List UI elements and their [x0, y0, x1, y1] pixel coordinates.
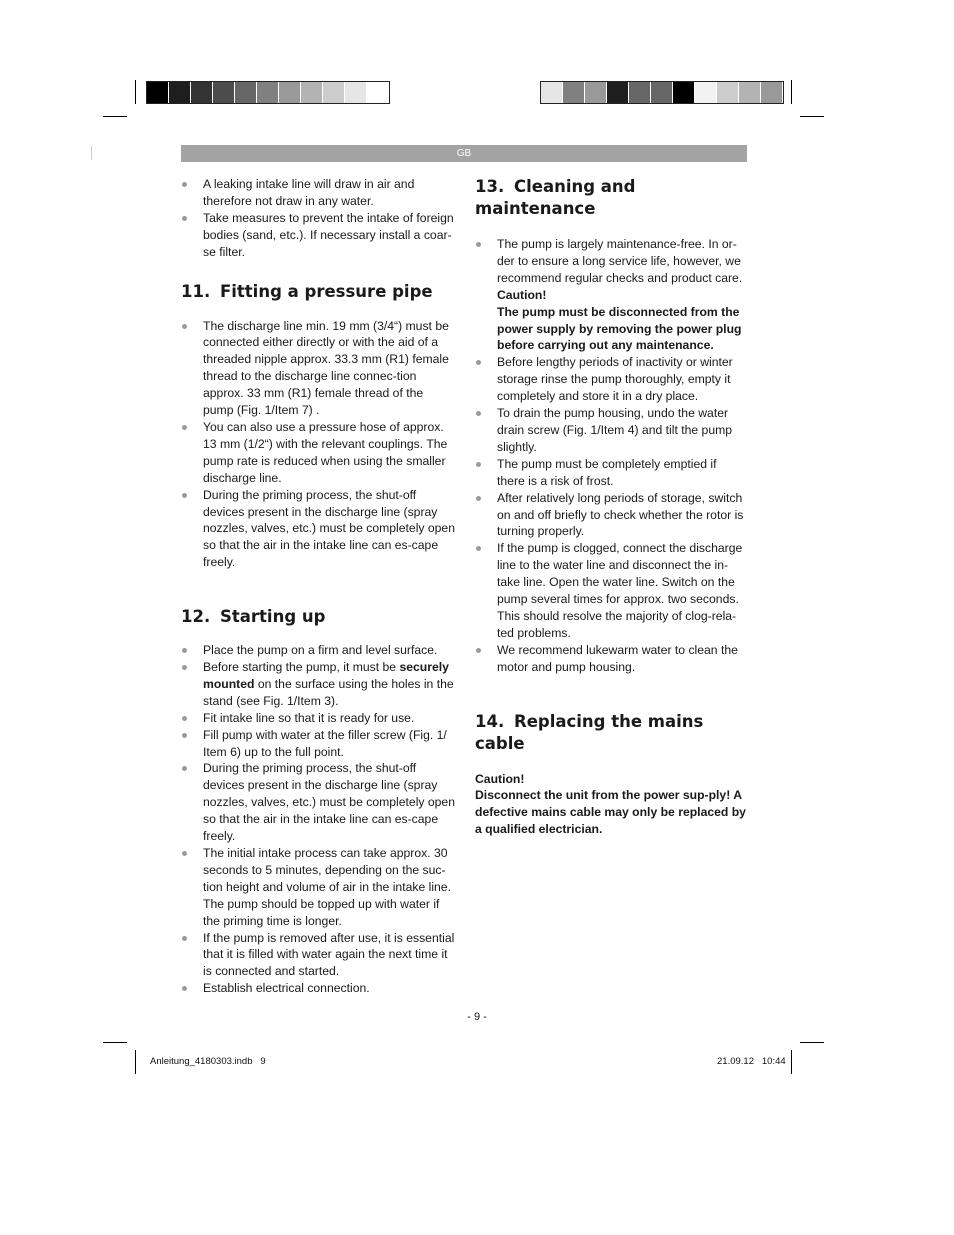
left-column	[181, 176, 456, 997]
list-item: To drain the pump housing, undo the water drain screw (Fig. 1/Item 4) and tilt the pump slightly.	[475, 405, 747, 456]
list-item: During the priming process, the shut-off devices present in the discharge line (spray nozzles, valves, etc.) must be completely open so that the air in the intake line can es-cape freely.	[181, 487, 456, 572]
section-heading-13	[475, 176, 747, 220]
page-number: - 9 -	[467, 1011, 487, 1023]
crop-mark	[103, 116, 127, 117]
color-swatch	[235, 82, 257, 103]
color-swatch	[367, 82, 389, 103]
section-title: Starting up	[219, 607, 326, 627]
color-swatch	[563, 82, 585, 103]
color-swatch	[739, 82, 761, 103]
list-item: Before lengthy periods of inactivity or winter storage rinse the pump thoroughly, empty it completely and store it in a dry place.	[475, 354, 747, 405]
crop-mark	[91, 146, 92, 160]
color-swatch	[191, 82, 213, 103]
list-item: You can also use a pressure hose of approx. 13 mm (1/2“) with the relevant couplings. The pump rate is reduced when using the smaller discharge line.	[181, 419, 456, 487]
list-item: The discharge line min. 19 mm (3/4“) must be connected either directly or with the aid of a threaded nipple approx. 33.3 mm (R1) female thread to the discharge line connec-tion approx. 33 mm (R1) female thread of the pump (Fig. 1/Item 7) .	[181, 318, 456, 419]
crop-mark	[135, 80, 136, 104]
list-item: A leaking intake line will draw in air and therefore not draw in any water.	[181, 176, 456, 210]
section-heading-12	[181, 606, 456, 628]
section-13-bullet-list	[475, 236, 747, 676]
list-item: Fit intake line so that it is ready for use.	[181, 710, 456, 727]
text: Before starting the pump, it must be	[203, 660, 400, 675]
crop-mark	[135, 1050, 136, 1074]
color-swatch	[717, 82, 739, 103]
list-item: During the priming process, the shut-off devices present in the discharge line (spray nozzles, valves, etc.) must be completely open so that the air in the intake line can es-cape freely.	[181, 760, 456, 845]
section-14-body	[475, 771, 747, 839]
color-swatch	[169, 82, 191, 103]
crop-mark	[103, 1042, 127, 1043]
warning-text: Disconnect the unit from the power sup-ply! A defective mains cable may only be replaced by a qualified electrician.	[475, 788, 746, 837]
section-number: 14.	[475, 711, 505, 731]
list-item: Take measures to prevent the intake of foreign bodies (sand, etc.). If necessary install a coar-se filter.	[181, 210, 456, 261]
list-item: The pump must be completely emptied if there is a risk of frost.	[475, 456, 747, 490]
color-swatch	[541, 82, 563, 103]
footer-timestamp: 21.09.12 10:44	[717, 1056, 786, 1067]
list-item	[475, 236, 747, 354]
list-item: The initial intake process can take approx. 30 seconds to 5 minutes, depending on the suc-tion height and volume of air in the intake line. The pump should be topped up with water if the priming time is longer.	[181, 845, 456, 930]
section-title: Cleaning and maintenance	[475, 177, 636, 218]
list-item: Fill pump with water at the filler screw (Fig. 1/ Item 6) up to the full point.	[181, 727, 456, 761]
list-item	[181, 659, 456, 710]
color-swatch	[323, 82, 345, 103]
crop-mark	[800, 1042, 824, 1043]
color-registration-strip-right	[540, 81, 784, 104]
color-swatch	[147, 82, 169, 103]
section-number: 11.	[181, 281, 211, 301]
color-swatch	[301, 82, 323, 103]
color-swatch	[695, 82, 717, 103]
list-item: Establish electrical connection.	[181, 980, 456, 997]
caution-label: Caution!	[475, 771, 525, 786]
section-number: 13.	[475, 177, 505, 196]
color-swatch	[629, 82, 651, 103]
list-item: We recommend lukewarm water to clean the motor and pump housing.	[475, 642, 747, 676]
section-12-bullet-list	[181, 642, 456, 997]
text: The pump is largely maintenance-free. In or-der to ensure a long service life, however, we recommend regular checks and product care.	[497, 237, 743, 285]
section-title: Replacing the mains cable	[475, 711, 704, 753]
warning-text: The pump must be disconnected from the power supply by removing the power plug before carrying out any maintenance.	[497, 304, 742, 353]
text: on the surface using the holes in the stand (see Fig. 1/Item 3).	[203, 676, 454, 708]
list-item: Place the pump on a firm and level surface.	[181, 642, 456, 659]
right-column	[475, 176, 747, 838]
list-item: After relatively long periods of storage, switch on and off briefly to check whether the rotor is turning properly.	[475, 490, 747, 541]
list-item: If the pump is removed after use, it is essential that it is filled with water again the next time it is connected and started.	[181, 930, 456, 981]
language-header-bar: GB	[181, 145, 747, 162]
color-swatch	[607, 82, 629, 103]
color-swatch	[585, 82, 607, 103]
color-swatch	[257, 82, 279, 103]
section-number: 12.	[181, 607, 211, 627]
footer-file-info: Anleitung_4180303.indb 9	[150, 1056, 266, 1067]
color-swatch	[279, 82, 301, 103]
intro-bullet-list	[181, 176, 456, 261]
color-registration-strip-left	[146, 81, 390, 104]
section-11-bullet-list	[181, 318, 456, 572]
caution-label: Caution!	[497, 287, 547, 302]
color-swatch	[345, 82, 367, 103]
crop-mark	[791, 80, 792, 104]
color-swatch	[213, 82, 235, 103]
color-swatch	[673, 82, 695, 103]
section-heading-14	[475, 711, 747, 755]
list-item: If the pump is clogged, connect the discharge line to the water line and disconnect the in-take line. Open the water line. Switch on the pump several times for approx. two seconds. This should resolve the majority of clog-rela-ted problems.	[475, 540, 747, 641]
emphasis: securely mounted	[203, 660, 449, 691]
color-swatch	[761, 82, 783, 103]
crop-mark	[800, 116, 824, 117]
crop-mark	[791, 1050, 792, 1074]
section-heading-11	[181, 281, 456, 303]
color-swatch	[651, 82, 673, 103]
section-title: Fitting a pressure pipe	[219, 281, 433, 301]
